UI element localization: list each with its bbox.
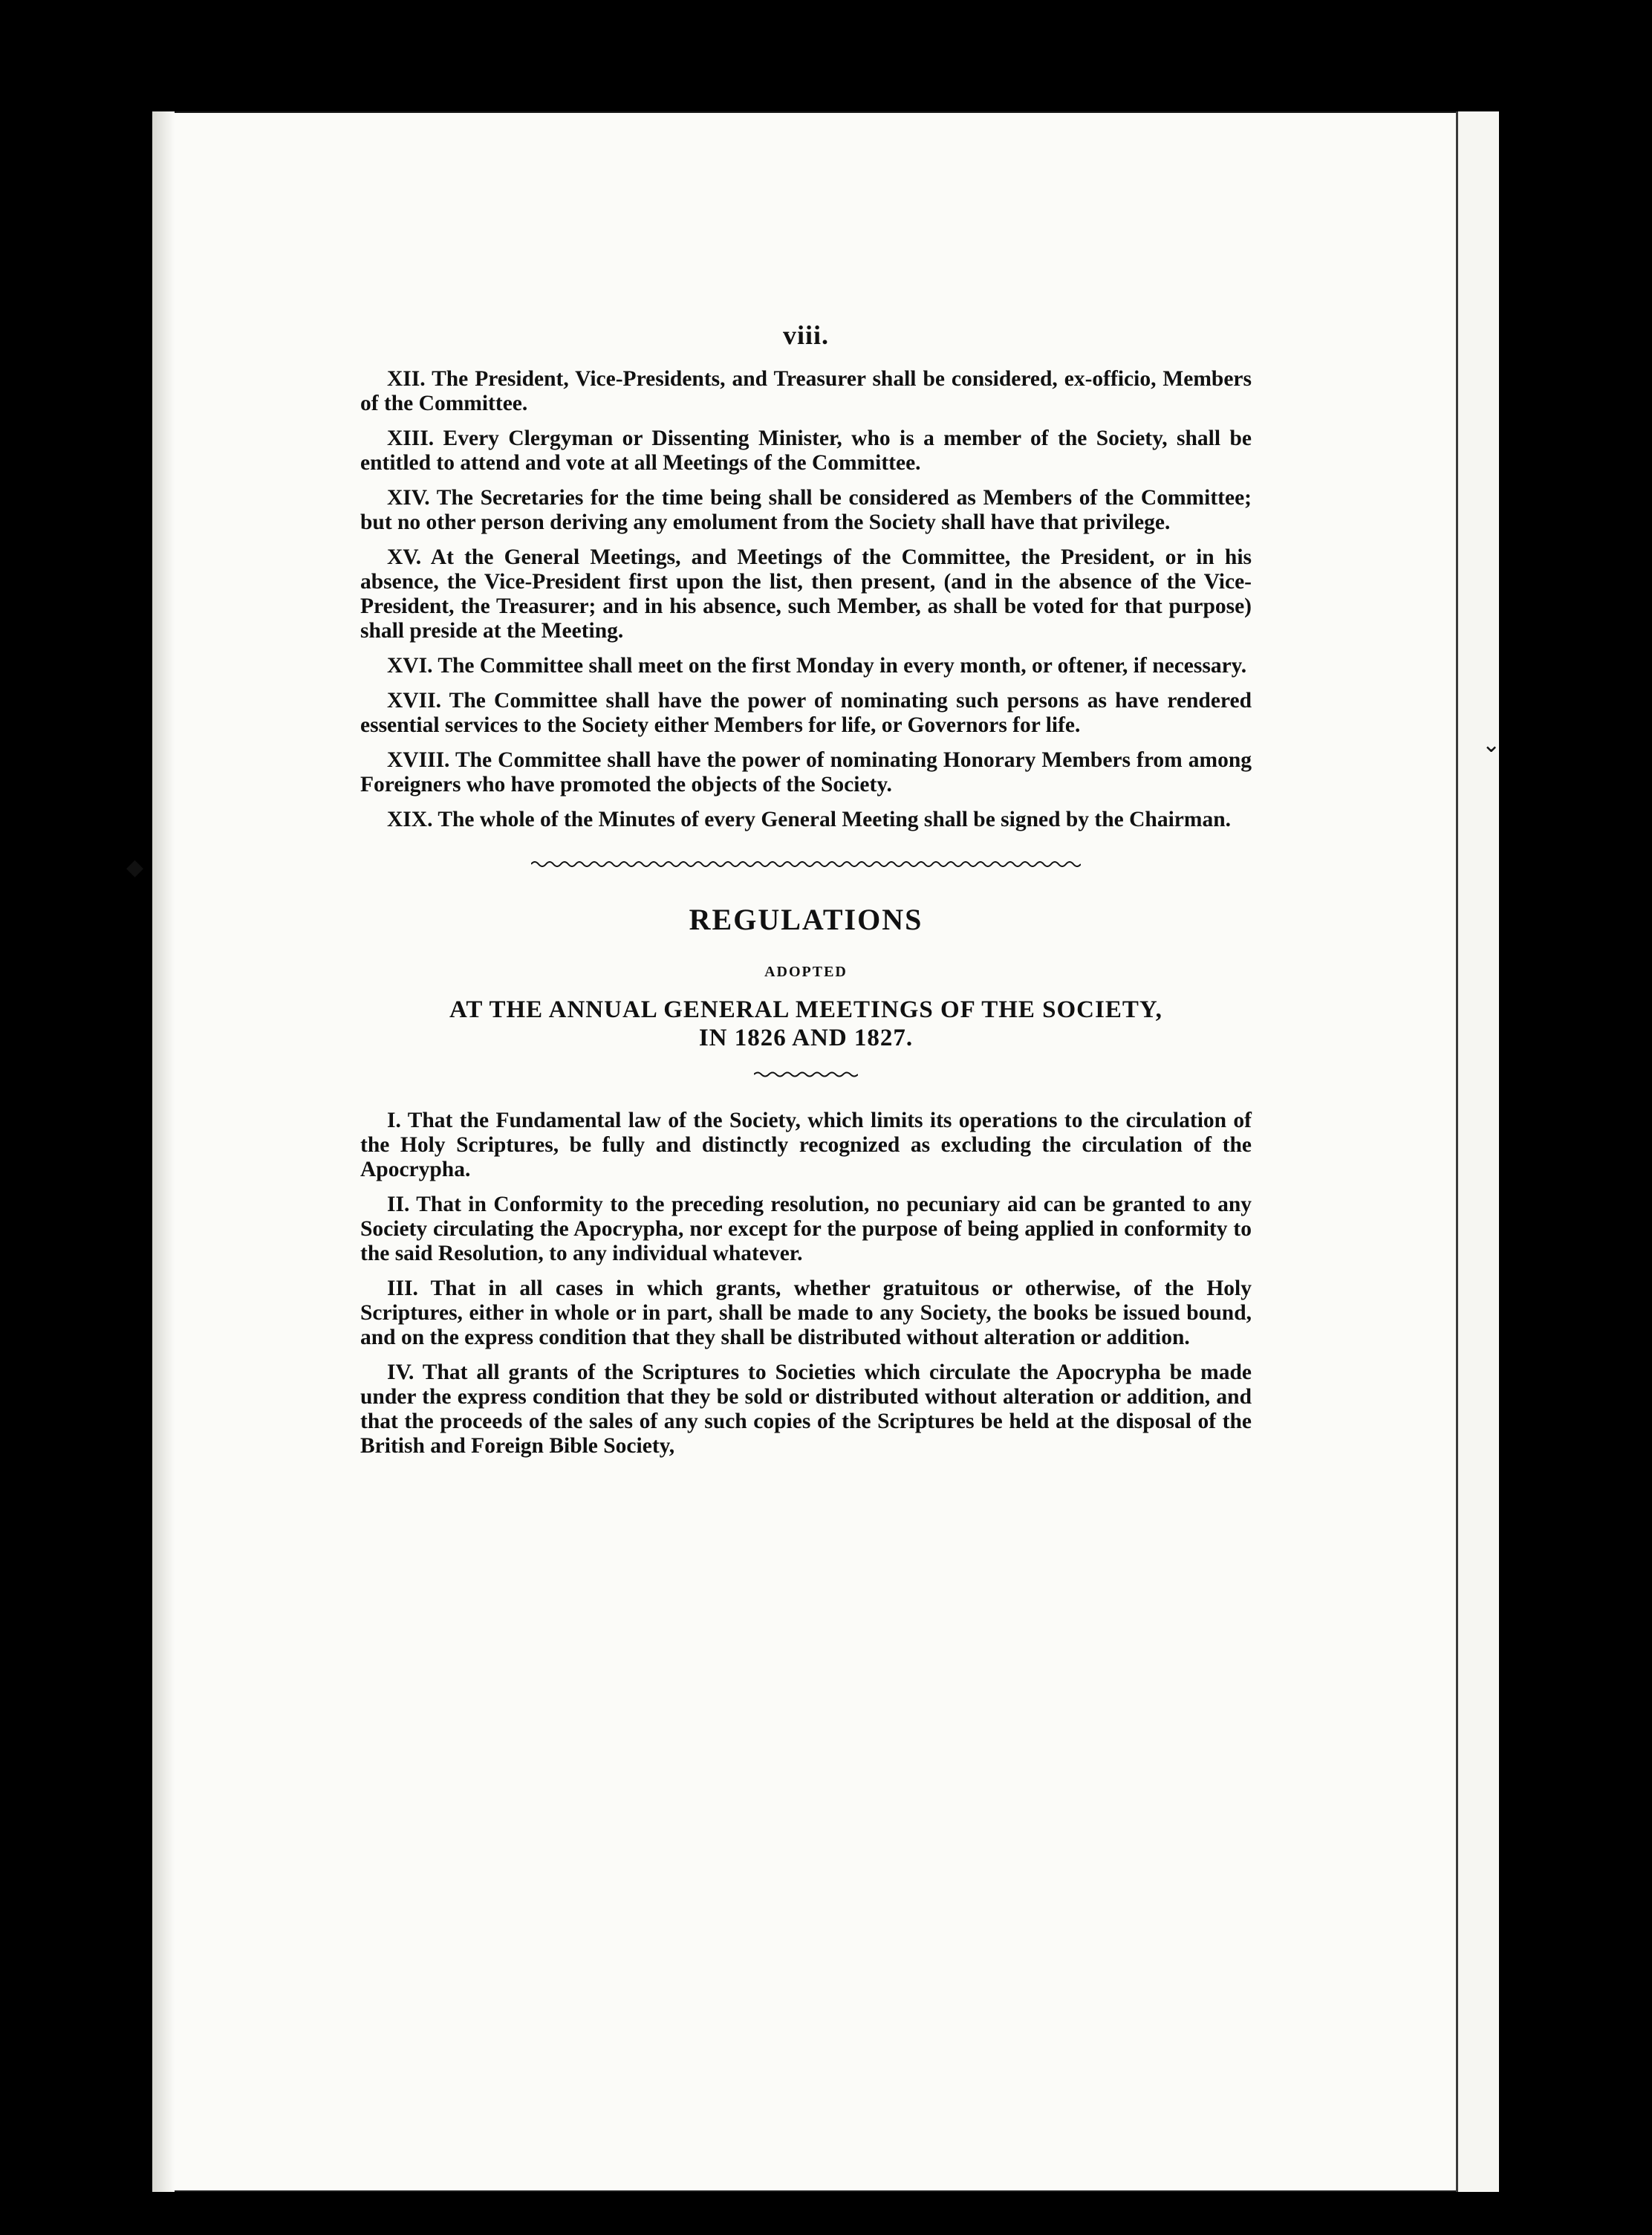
article-xvi: XVI. The Committee shall meet on the first Monday in every month, or oftener, if necessary. xyxy=(387,654,1247,678)
resolution-iii: III. That in all cases in which grants, whether gratuitous or otherwise, of the Holy Scriptures, either in whole or in part, shall be made to any Society, the books be issued bound, and on the express condition that they shall be distributed without alteration or addition. xyxy=(360,1277,1252,1349)
article-xix: XIX. The whole of the Minutes of every General Meeting shall be signed by the Chairman. xyxy=(387,808,1231,831)
article-xviii: XVIII. The Committee shall have the power of nominating Honorary Members from among Foreigners who have promoted the objects of the Society. xyxy=(360,748,1252,797)
regulations-heading xyxy=(360,902,1252,1052)
article-xii: XII. The President, Vice-Presidents, and Treasurer shall be considered, ex-officio, Members of the Committee. xyxy=(360,367,1252,415)
resolution-ii: II. That in Conformity to the preceding resolution, no pecuniary aid can be granted to any Society circulating the Apocrypha, nor except for the purpose of being applied in conformity to the said Resolution, to any individual whatever. xyxy=(360,1193,1252,1265)
article-xvii: XVII. The Committee shall have the power of nominating such persons as have rendered essential services to the Society either Members for life, or Governors for life. xyxy=(360,689,1252,737)
regulations-subtitle-line-1: AT THE ANNUAL GENERAL MEETINGS OF THE SOCIETY, xyxy=(449,996,1162,1023)
regulations-subtitle-line-2: IN 1826 AND 1827. xyxy=(698,1025,914,1051)
regulations-title: REGULATIONS xyxy=(689,903,923,936)
page-text xyxy=(360,319,1252,1469)
resolution-iv: IV. That all grants of the Scriptures to Societies which circulate the Apocrypha be made under the express condition that they be sold or distributed without alteration or addition, and that the proceeds of the sales of any such copies of the Scriptures be held at the disposal of the British and Foreign Bible Society, xyxy=(360,1360,1252,1458)
regulations-adopted: ADOPTED xyxy=(764,964,848,980)
article-xv: XV. At the General Meetings, and Meetings of the Committee, the President, or in his absence, the Vice-President first upon the list, then present, (and in the absence of the Vice-President, the Treasurer; and in his absence, such Member, as shall be voted for that purpose) shall preside at the Meeting. xyxy=(360,545,1252,643)
articles-list xyxy=(360,367,1252,832)
page-number: viii. xyxy=(782,320,829,350)
resolutions-list xyxy=(360,1109,1252,1459)
wavy-divider xyxy=(531,859,1081,869)
resolution-i: I. That the Fundamental law of the Society, which limits its operations to the circulation of the Holy Scriptures, be fully and distinctly recognized as excluding the circulation of the Apocrypha. xyxy=(360,1109,1252,1181)
margin-mark-right: ⌄ xyxy=(1482,732,1501,758)
page-binding-shadow xyxy=(152,111,175,2192)
article-xiv: XIV. The Secretaries for the time being shall be considered as Members of the Committee; but no other person deriving any emolument from the Society shall have that privilege. xyxy=(360,486,1252,534)
article-xiii: XIII. Every Clergyman or Dissenting Minister, who is a member of the Society, shall be entitled to attend and vote at all Meetings of the Committee. xyxy=(360,426,1252,475)
short-wavy-divider xyxy=(754,1070,858,1079)
margin-mark-left: ◆ xyxy=(126,854,144,880)
adjacent-page-edge xyxy=(1456,111,1499,2192)
